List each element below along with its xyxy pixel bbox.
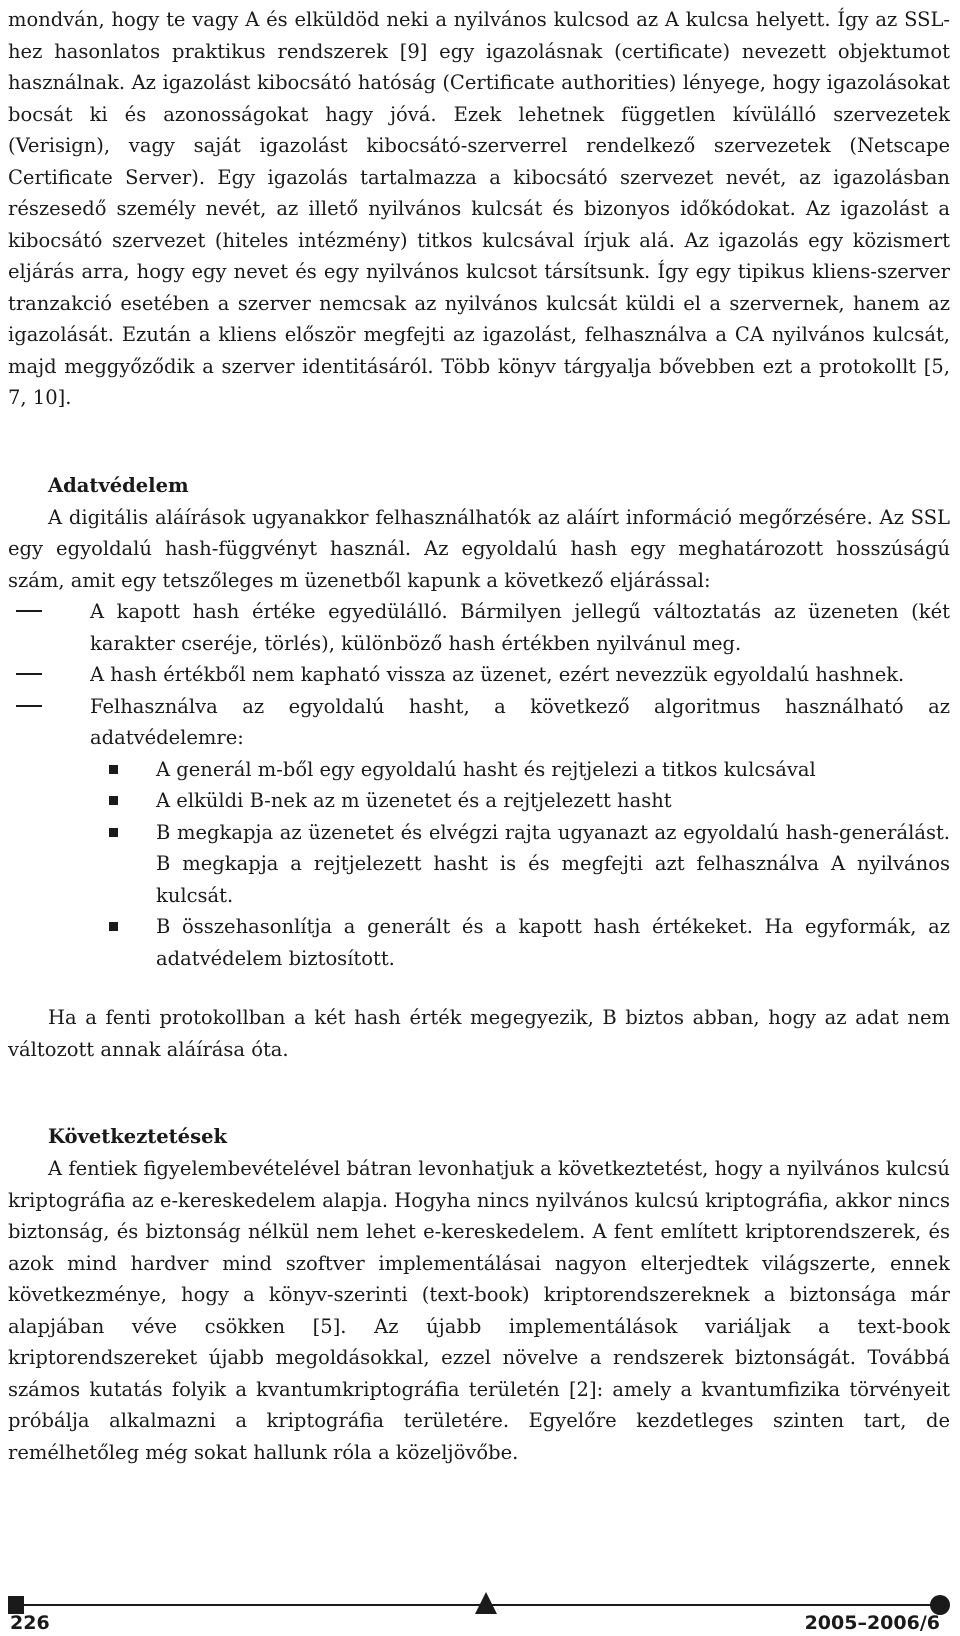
- square-list-item-text: B összehasonlítja a generált és a kapott hash értékeket. Ha egyformák, az adatvédelem biztosított.: [156, 915, 950, 970]
- dash-list-item-text: Felhasználva az egyoldalú hasht, a következő algoritmus használható az adatvédelemre:: [90, 694, 950, 749]
- adatvedelem-intro: A digitális aláírások ugyanakkor felhasználhatók az aláírt információ megőrzésére. Az SSL egy egyoldalú hash-függvényt használ. Az egyoldalú hash egy meghatározott hosszúságú szám, amit egy tetszőleges m üzenetből kapunk a következő eljárással:: [8, 505, 950, 592]
- square-list: [90, 754, 950, 975]
- dash-list-item-text: A kapott hash értéke egyedülálló. Bármilyen jellegű változtatás az üzeneten (két karakter cseréje, törlés), különböző hash értékben nyilvánul meg.: [90, 600, 950, 655]
- square-bullet-icon: [109, 828, 118, 837]
- triangle-ornament-icon: [475, 1592, 497, 1614]
- dash-list-item: [90, 691, 950, 975]
- square-list-item: [156, 785, 950, 817]
- section-gap: [8, 414, 950, 470]
- section-gap: [8, 1065, 950, 1121]
- dash-bullet-icon: [16, 673, 42, 675]
- page-number: 226: [10, 1612, 50, 1634]
- dash-bullet-icon: [16, 705, 42, 707]
- kovetkeztetesek-body: A fentiek figyelembevételével bátran levonhatjuk a következtetést, hogy a nyilvános kulcsú kriptográfia az e-kereskedelem alapja. Hogyha nincs nyilvános kulcsú kriptográfia, akkor nincs biztonság, és biztonság nélkül nem lehet e-kereskedelem. A fent említett kriptorendszerek, és azok mind hardver mind szoftver implementálásai nagyon elterjedtek világszerte, ennek következménye, hogy a könyv-szerinti (text-book) kriptorendszereknek a biztonsága már alapjában véve csökken [5]. Az újabb implementálások variáljak a text-book kriptorendszereket újabb megoldásokkal, ezzel növelve a rendszerek biztonságát. Továbbá számos kutatás folyik a kvantumkriptográfia területén [2]: amely a kvantumfizika törvényeit próbálja alkalmazni a kriptográfia területére. Egyelőre kezdetleges szinten tart, de remélhetőleg még sokat hallunk róla a közeljövőbe.: [8, 1157, 950, 1464]
- section-heading-kovetkeztetesek: Következtetések: [48, 1125, 227, 1148]
- dash-list-item: [90, 596, 950, 659]
- square-list-item-text: A elküldi B-nek az m üzenetet és a rejtjelezett hasht: [156, 789, 672, 812]
- square-bullet-icon: [109, 796, 118, 805]
- square-list-item-text: B megkapja az üzenetet és elvégzi rajta ugyanazt az egyoldalú hash-generálást. B megkapja a rejtjelezett hasht is és megfejti azt felhasználva A nyilvános kulcsát.: [156, 820, 950, 907]
- square-bullet-icon: [109, 765, 118, 774]
- dash-list-item: [90, 659, 950, 691]
- intro-paragraph: mondván, hogy te vagy A és elküldöd neki a nyilvános kulcsod az A kulcsa helyett. Így az SSL-hez hasonlatos praktikus rendszerek [9] egy igazolásnak (certificate) nevezett objektumot használnak. Az igazolást kibocsátó hatóság (Certificate authorities) lényege, hogy igazolásokat bocsát ki és azonosságokat hagy jóvá. Ezek lehetnek független kívülálló szervezetek (Verisign), vagy saját igazolást kibocsátó-szerverrel rendelkező szervezetek (Netscape Certificate Server). Egy igazolás tartalmazza a kibocsátó szervezet nevét, az igazolásban részesedő személy nevét, az illető nyilvános kulcsát és bizonyos időkódokat. Az igazolást a kibocsátó szervezet (hiteles intézmény) titkos kulcsával írjuk alá. Az igazolás egy közismert eljárás arra, hogy egy nevet és egy nyilvános kulcsot társítsunk. Így egy tipikus kliens-szerver tranzakció esetében a szerver nemcsak az nyilvános kulcsát küldi el a szervernek, hanem az igazolását. Ezután a kliens először megfejti az igazolást, felhasználva a CA nyilvános kulcsát, majd meggyőződik a szerver identitásáról. Több könyv tárgyalja bővebben ezt a protokollt [5, 7, 10].: [8, 8, 950, 409]
- dash-list: [8, 596, 950, 974]
- paragraph-gap: [8, 974, 950, 1002]
- square-list-item-text: A generál m-ből egy egyoldalú hasht és rejtjelezi a titkos kulcsával: [156, 757, 816, 781]
- square-list-item: [156, 754, 950, 786]
- page-footer: [8, 1594, 950, 1636]
- square-bullet-icon: [109, 922, 118, 931]
- dash-bullet-icon: [16, 610, 42, 612]
- square-list-item: [156, 817, 950, 912]
- adatvedelem-closing: Ha a fenti protokollban a két hash érték megegyezik, B biztos abban, hogy az adat nem változott annak aláírása óta.: [8, 1006, 950, 1061]
- issue-label: 2005–2006/6: [804, 1612, 940, 1634]
- dash-list-item-text: A hash értékből nem kapható vissza az üzenet, ezért nevezzük egyoldalú hashnek.: [90, 663, 905, 686]
- square-list-item: [156, 911, 950, 974]
- section-heading-adatvedelem: Adatvédelem: [48, 473, 189, 497]
